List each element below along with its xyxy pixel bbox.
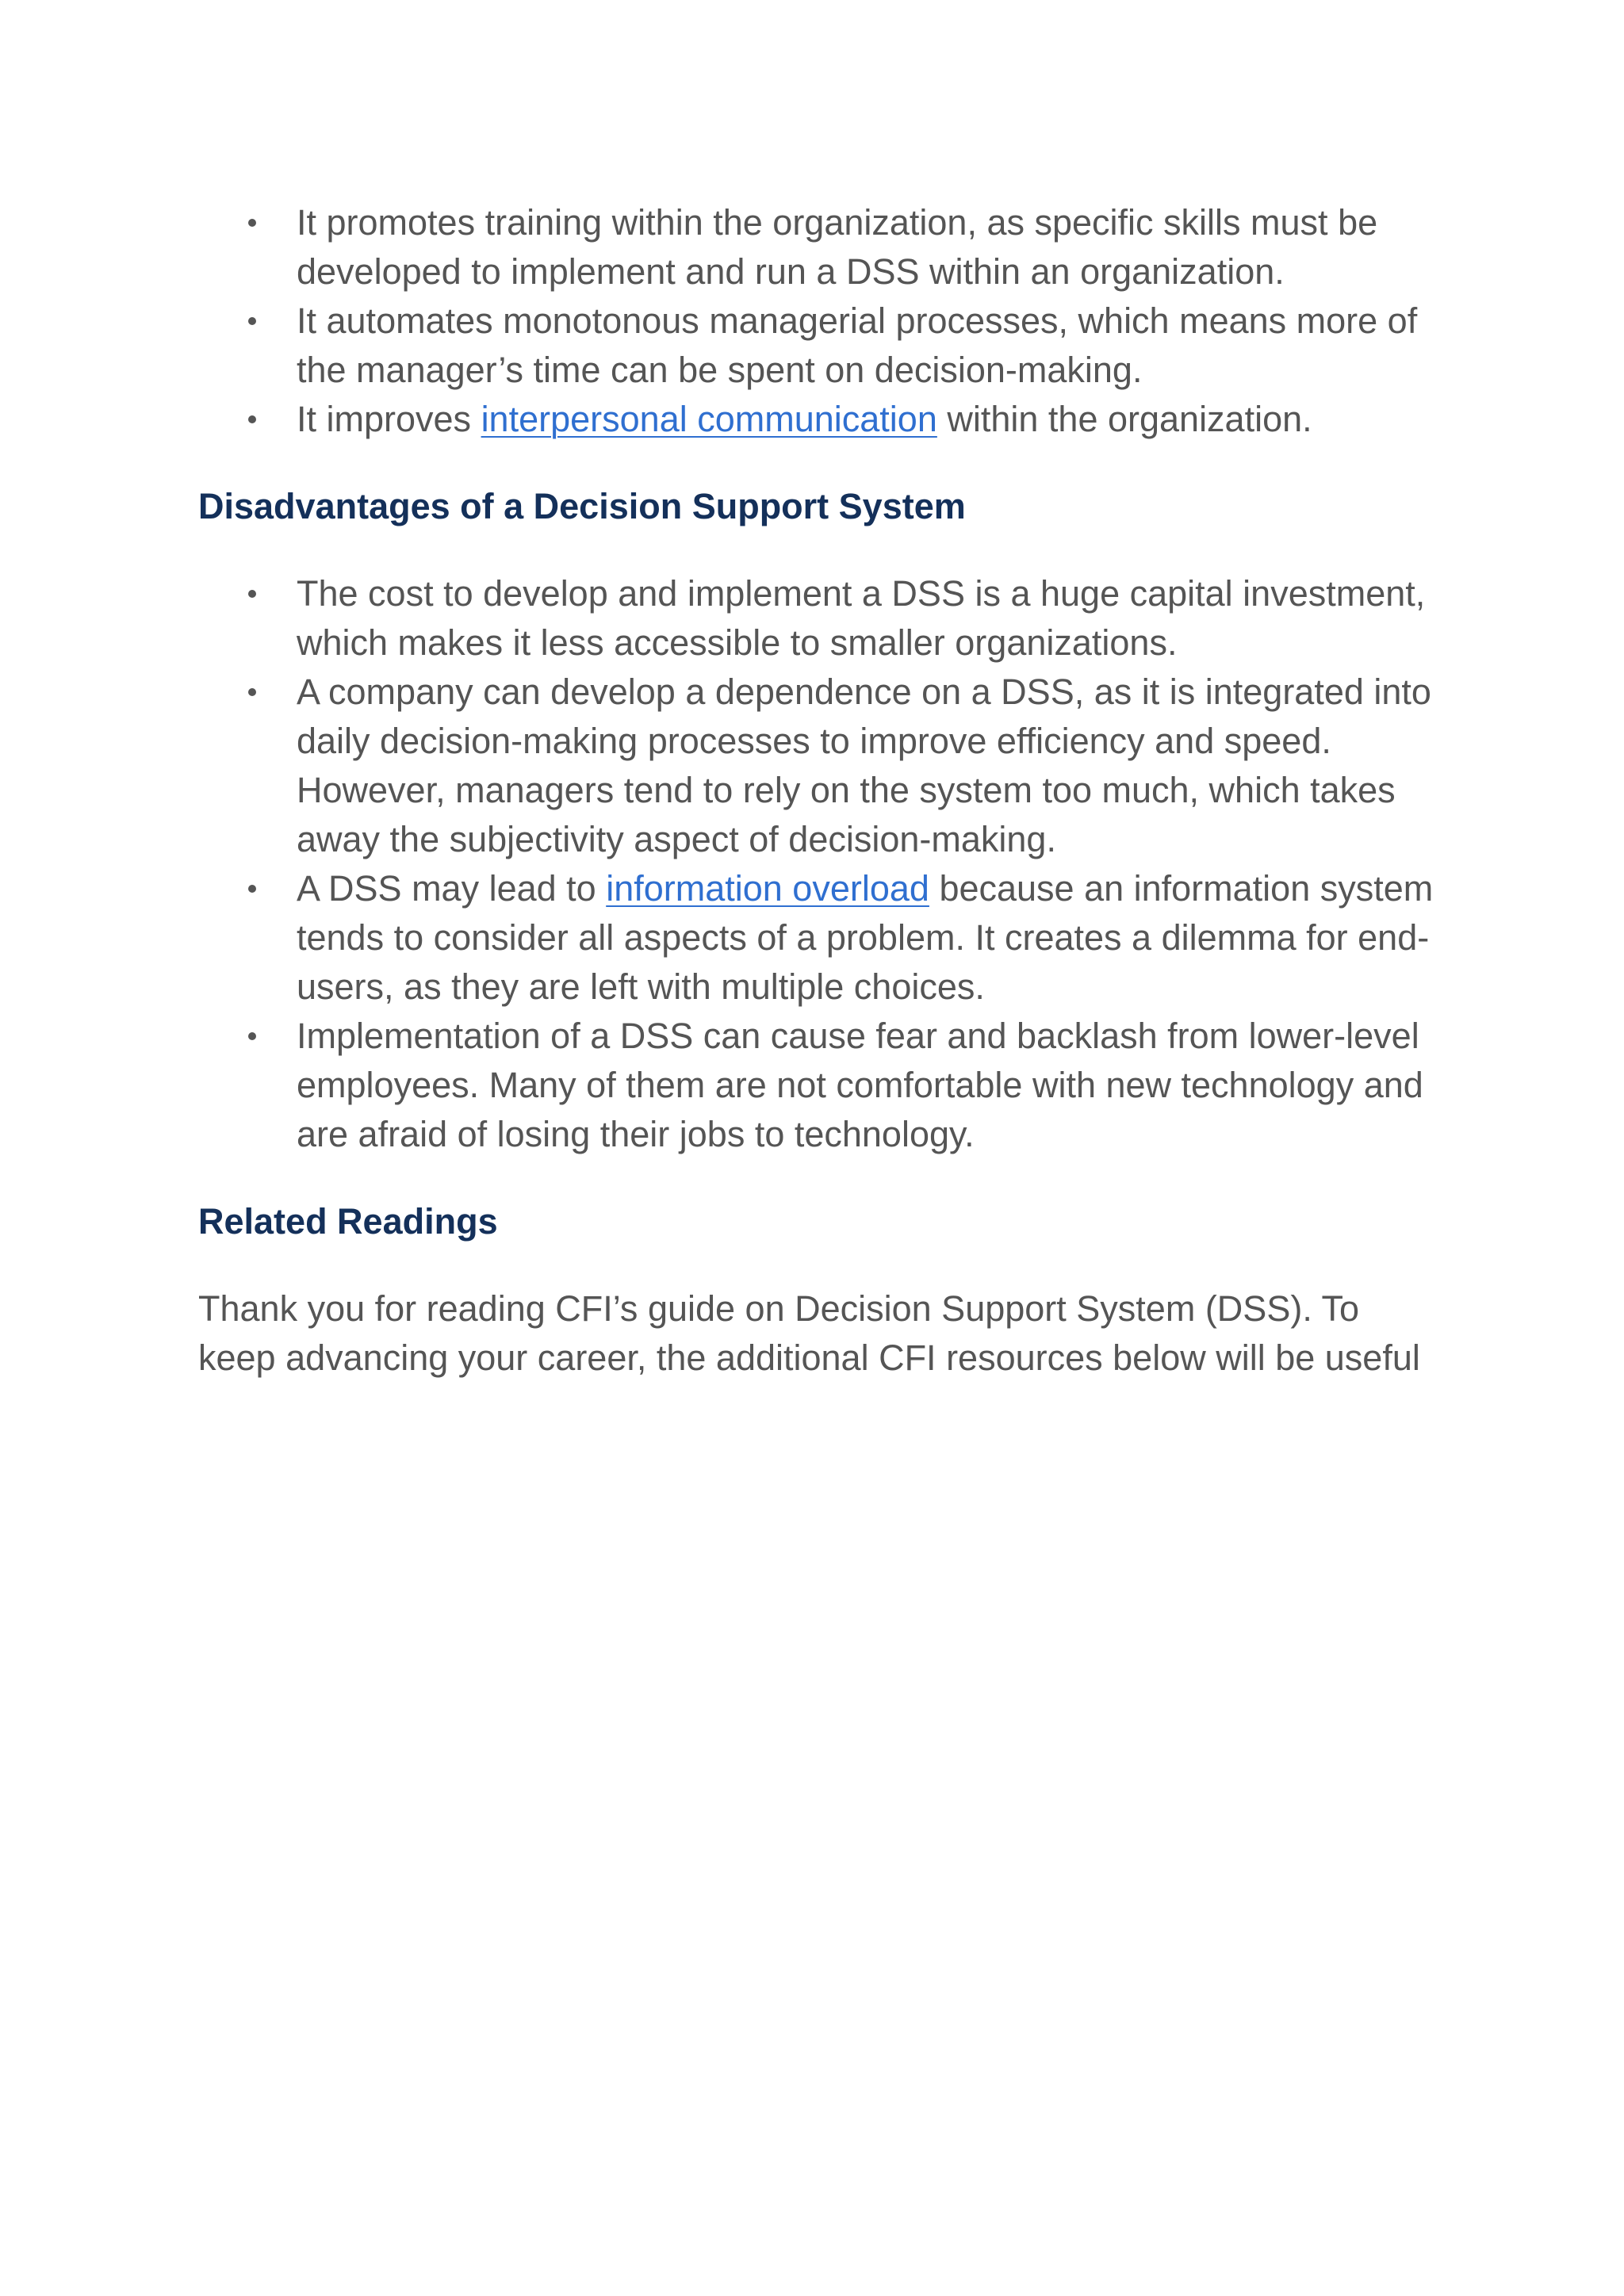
- disadvantages-list: [198, 569, 1435, 1159]
- list-item: [198, 1012, 1435, 1159]
- bullet-icon: [248, 317, 256, 325]
- list-item-text-before: It improves: [297, 399, 481, 439]
- list-item: [198, 668, 1435, 864]
- section-heading-related-readings: Related Readings: [198, 1201, 498, 1242]
- interpersonal-communication-link[interactable]: interpersonal communication: [481, 399, 937, 439]
- bullet-icon: [248, 590, 256, 598]
- list-item-text: Implementation of a DSS can cause fear and backlash from lower-level employees. Many of them are not comfortable with new technology and are afraid of losing their jobs to technology.: [297, 1016, 1423, 1154]
- section-heading-disadvantages: Disadvantages of a Decision Support System: [198, 486, 966, 526]
- bullet-icon: [248, 219, 256, 227]
- list-item: [198, 569, 1435, 668]
- list-item-text-after: within the organization.: [936, 399, 1312, 439]
- list-item-text-before: A DSS may lead to: [297, 868, 607, 909]
- bullet-icon: [248, 688, 256, 696]
- list-item-text: It automates monotonous managerial processes, which means more of the manager’s time can be spent on decision-making.: [297, 300, 1418, 390]
- advantages-list: [198, 198, 1435, 444]
- list-item-text: A company can develop a dependence on a DSS, as it is integrated into daily decision-making processes to improve efficiency and speed. However, managers tend to rely on the system too much, which takes away the subjectivity aspect of decision-making.: [297, 672, 1431, 859]
- bullet-icon: [248, 415, 256, 423]
- list-item: [198, 395, 1435, 444]
- related-readings-paragraph: Thank you for reading CFI’s guide on Decision Support System (DSS). To keep advancing your career, the additional CFI resources below will be useful: [198, 1288, 1420, 1378]
- list-item-text: The cost to develop and implement a DSS is a huge capital investment, which makes it less accessible to smaller organizations.: [297, 573, 1426, 663]
- list-item: [198, 864, 1435, 1012]
- document-page: [198, 198, 1435, 1383]
- list-item: [198, 297, 1435, 395]
- list-item: [198, 198, 1435, 297]
- bullet-icon: [248, 885, 256, 893]
- list-item-text-after: because an information system tends to consider all aspects of a problem. It creates a dilemma for end-users, as they are left with multiple choices.: [297, 868, 1434, 1007]
- list-item-text: It promotes training within the organization, as specific skills must be developed to implement and run a DSS within an organization.: [297, 202, 1378, 292]
- information-overload-link[interactable]: information overload: [606, 868, 929, 909]
- bullet-icon: [248, 1032, 256, 1040]
